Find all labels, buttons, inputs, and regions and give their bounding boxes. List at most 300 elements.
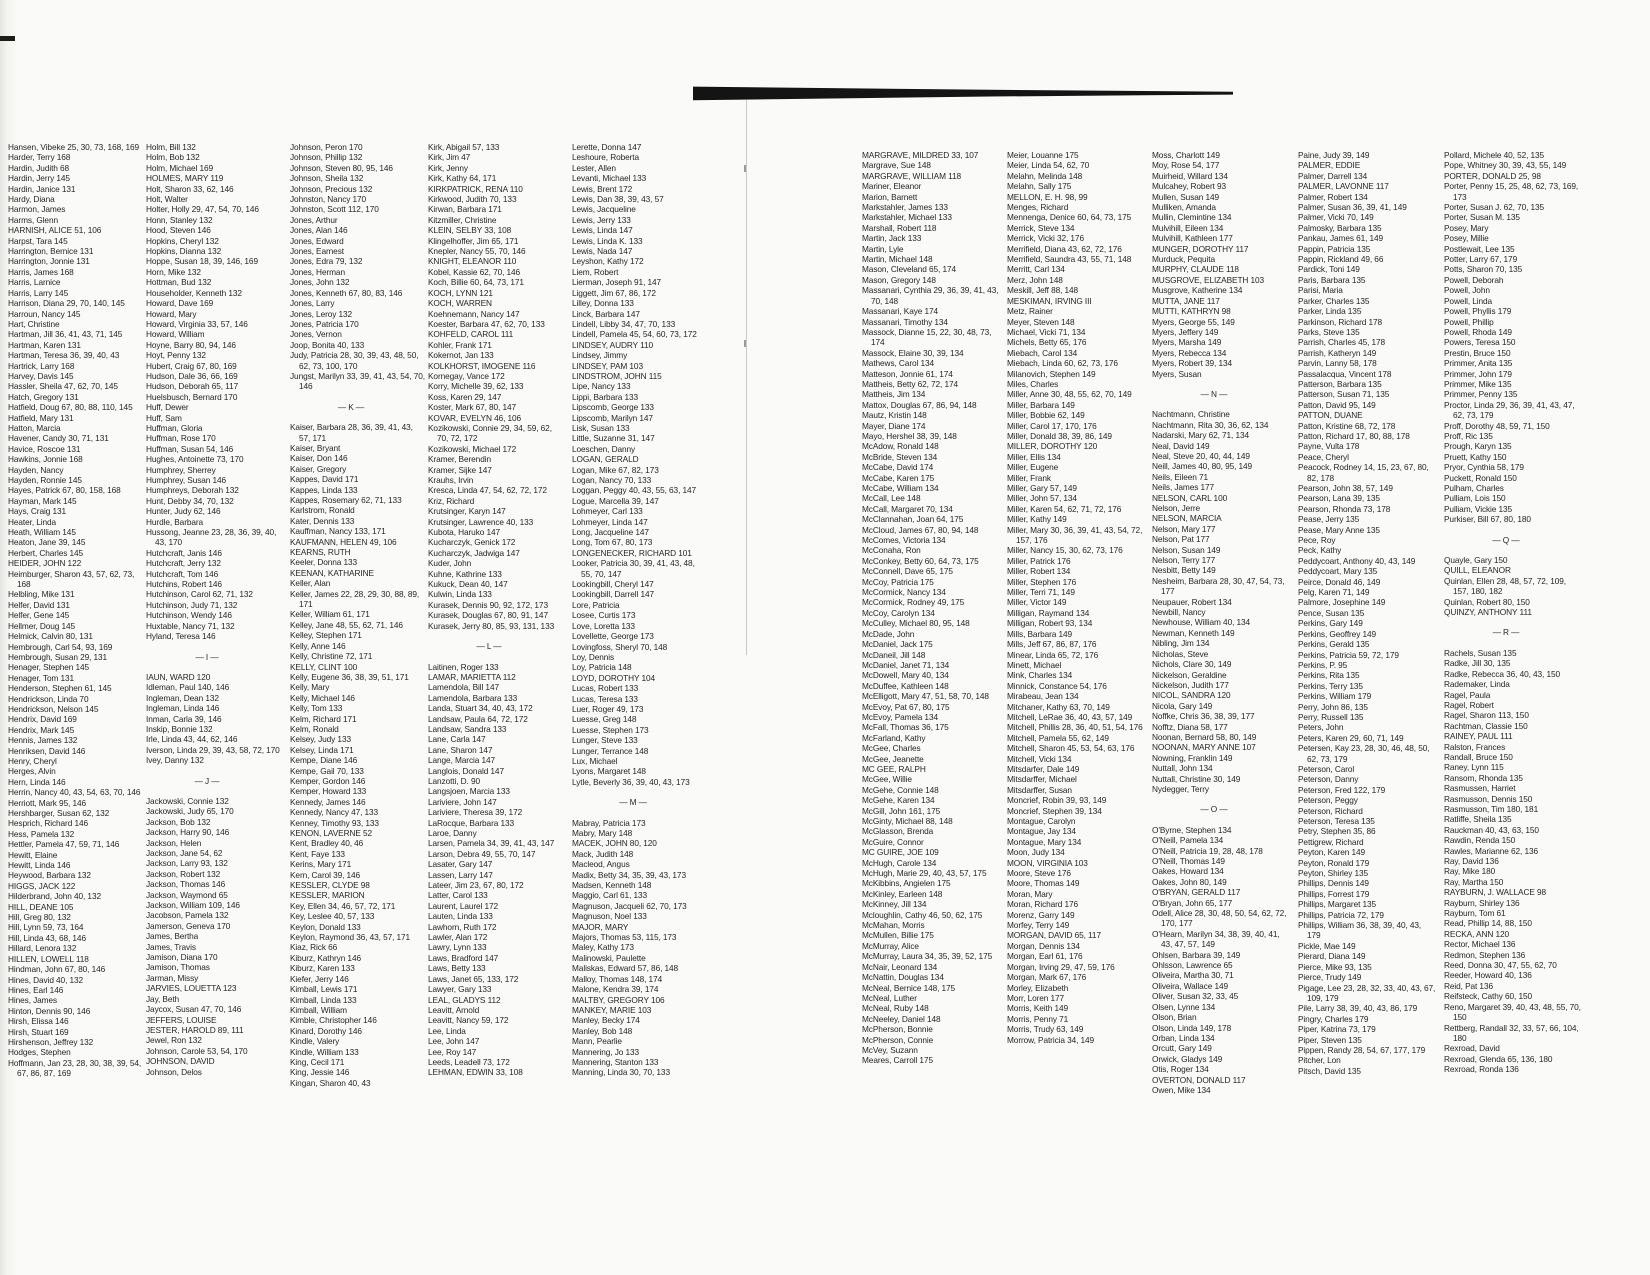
index-entry: Mullin, Clemintine 134 [1152,212,1232,223]
index-entry: McDowell, Mary 40, 134 [862,670,949,681]
index-entry: Mirabeau, Jean 134 [1007,691,1079,702]
index-entry: Kinard, Dorothy 146 [290,1025,362,1036]
index-entry: Peace, Cheryl [1298,451,1349,462]
index-entry: Jamerson, Geneva 170 [146,920,231,931]
index-entry: Hardin, Janice 131 [8,183,76,194]
index-entry: Potter, Larry 67, 179 [1444,254,1518,265]
index-entry: Miller, Terri 71, 149 [1007,587,1075,598]
index-entry: Pigage, Lee 23, 28, 32, 33, 40, 43, 67, 109, 179 [1298,982,1436,1003]
index-entry: Lewis, Nada 147 [572,246,633,257]
index-entry: McConnell, Dave 65, 175 [862,566,953,577]
index-entry: Hubert, Craig 67, 80, 169 [146,360,237,371]
index-entry: Logan, Nancy 70, 133 [572,475,652,485]
index-entry: MARGRAVE, MILDRED 33, 107 [862,150,979,160]
index-entry: Hutchcraft, Jerry 132 [146,558,221,569]
index-entry: HIGGS, JACK 122 [8,880,76,891]
index-entry: Quayle, Gary 150 [1444,555,1508,566]
index-entry: Hassler, Sheila 47, 62, 70, 145 [8,381,118,392]
index-entry: Peddycoart, Anthony 40, 43, 149 [1298,555,1416,566]
index-entry: Reifsteck, Cathy 60, 150 [1444,991,1532,1002]
index-entry: McNeal, Luther [862,992,917,1003]
index-entry: Lee, Roy 147 [428,1046,477,1057]
index-entry: Hirshenson, Jeffrey 132 [8,1036,94,1047]
index-entry: Kramer, Sijke 147 [428,464,492,475]
index-entry: Passalacqua, Vincent 178 [1298,368,1392,379]
index-entry: McMahan, Morris [862,920,925,931]
index-entry: Marion, Barnett [862,191,918,202]
index-entry: McDuffee, Kathleen 148 [862,680,949,691]
index-entry: Johnson, Precious 132 [290,183,373,194]
index-entry: Hendrix, Mark 145 [8,724,75,735]
index-column [8,142,144,1079]
index-entry: Nickelson, Judith 177 [1152,679,1229,690]
index-entry: Piper, Katrina 73, 179 [1298,1024,1376,1035]
index-entry: Key, Ellen 34, 46, 57, 72, 171 [290,900,396,911]
index-entry: Havener, Candy 30, 71, 131 [8,433,109,444]
index-entry: MESKIMAN, IRVING III [1007,295,1092,306]
index-entry: Knepler, Nancy 55, 70, 146 [428,246,526,257]
index-entry: Margrave, Sue 148 [862,160,931,171]
index-entry: Hatton, Marcia [8,422,61,433]
index-entry: Jones, John 132 [290,277,350,288]
index-entry: Hunter, Judy 62, 146 [146,506,221,517]
index-entry: Kern, Carol 39, 146 [290,869,361,880]
index-entry: Kirk, Jenny [428,162,468,173]
index-entry: Hatfield, Mary 131 [8,412,74,423]
index-entry: Neill, James 40, 80, 95, 149 [1152,461,1253,472]
index-entry: Lovellette, George 173 [572,631,654,642]
index-entry: Morris, Trudy 63, 149 [1007,1024,1084,1035]
index-entry: Kater, Dennis 133 [290,515,355,526]
index-entry: Madix, Betty 34, 35, 39, 43, 173 [572,869,686,880]
index-entry: Miller, Karen 54, 62, 71, 72, 176 [1007,503,1122,514]
index-entry: Hellmer, Doug 145 [8,620,76,631]
index-entry: Quinlan, Robert 80, 150 [1444,596,1530,607]
index-entry: Neal, Steve 20, 40, 44, 149 [1152,450,1250,461]
index-entry: Lasater, Gary 147 [428,859,493,870]
index-entry: Miller, Gary 57, 149 [1007,483,1077,493]
index-entry: Patton, Richard 17, 80, 88, 178 [1298,430,1410,441]
index-entry: Lisk, Susan 133 [572,422,630,433]
index-entry: Hutchcraft, Tom 146 [146,568,219,579]
index-entry: Koster, Mark 67, 80, 147 [428,402,516,413]
index-entry: Perry, Russell 135 [1298,711,1364,722]
index-entry: Kelly, Tom 133 [290,703,343,714]
index-entry: Manley, Bob 148 [572,1025,633,1036]
index-entry: Jackson, Thomas 146 [146,879,226,890]
index-entry: Miller, Barbara 149 [1007,399,1075,410]
index-entry: Pearson, Lana 39, 135 [1298,493,1380,504]
index-entry: Hopkins, Cheryl 132 [146,235,219,246]
index-entry: Peterson, Teresa 135 [1298,816,1375,826]
index-entry: McCulley, Michael 80, 95, 148 [862,618,970,629]
index-entry: Lipscomb, Marilyn 147 [572,412,653,423]
index-entry: Harris, Larry 145 [8,287,69,298]
index-entry: Mitsdarffer, Susan [1007,784,1072,795]
index-entry: Lunger, Steve 133 [572,735,638,746]
index-entry: Klingelhoffer, Jim 65, 171 [428,235,519,246]
index-entry: KEENAN, KATHARINE [290,567,374,578]
index-entry: Merrifield, Saundra 43, 55, 71, 148 [1007,254,1132,265]
index-entry: Nuttall, Christine 30, 149 [1152,773,1241,784]
index-entry: Ingleman, Linda 146 [146,703,220,714]
index-entry: Pope, Whitney 30, 39, 43, 55, 149 [1444,160,1567,171]
index-entry: Ohlsen, Barbara 39, 149 [1152,949,1241,960]
index-entry: Krutsinger, Lawrence 40, 133 [428,516,534,527]
index-entry: Losee, Curtis 173 [572,610,636,621]
index-entry: Ivey, Danny 132 [146,755,204,766]
index-entry: Minett, Michael [1007,659,1062,670]
index-entry: Peterson, Richard [1298,805,1363,816]
index-entry: Lore, Patricia [572,599,620,610]
index-entry: Lindsey, Jimmy [572,350,628,361]
index-entry: Hill, Greg 80, 132 [8,912,71,923]
index-entry: Posey, Millie [1444,233,1489,244]
index-entry: Lee, John 147 [428,1036,480,1047]
index-entry: Milanovich, Stephen 149 [1007,368,1096,379]
index-entry: Perkins, William 179 [1298,691,1372,702]
index-entry: Jones, Edra 79, 132 [290,256,363,267]
index-entry: Magnuson, Noel 133 [572,911,647,922]
index-entry: Miller, Patrick 176 [1007,555,1071,566]
index-entry: Mcloughlin, Cathy 46, 50, 62, 175 [862,909,983,920]
index-entry: Primmer, Mike 135 [1444,378,1512,389]
index-entry: Kiburz, Karen 133 [290,963,355,974]
index-entry: Menges, Richard [1007,202,1069,213]
index-entry: Horn, Mike 132 [146,266,201,277]
index-entry: Newman, Kenneth 149 [1152,627,1235,638]
index-entry: Hudson, Deborah 65, 117 [146,381,239,392]
index-entry: Landa, Stuart 34, 40, 43, 172 [428,703,533,714]
index-entry: Pence, Susan 135 [1298,607,1365,618]
index-entry: Hendrickson, Linda 70 [8,693,89,704]
index-entry: Kennedy, James 146 [290,796,366,807]
index-entry: Miebach, Carol 134 [1007,347,1078,358]
index-entry: Lucas, Robert 133 [572,683,639,694]
index-entry: Kiburz, Kathryn 146 [290,952,361,963]
index-entry: Lamendola, Bill 147 [428,682,499,693]
index-entry: Kornegay, Vance 172 [428,370,505,381]
index-entry: Proff, Ric 135 [1444,430,1493,441]
index-entry: McFarland, Kathy [862,732,926,743]
index-entry: Laws, Janet 65, 133, 172 [428,973,519,984]
index-entry: Minear, Linda 65, 72, 176 [1007,649,1099,660]
index-entry: O'Neill, Pamela 134 [1152,835,1224,846]
index-entry: Mason, Cleveland 65, 174 [862,264,956,275]
index-entry: MOON, VIRGINIA 103 [1007,857,1088,868]
index-entry: Hartman, Karen 131 [8,339,81,350]
index-entry: Lane, Sharon 147 [428,744,493,755]
index-entry: Key, Leslee 40, 57, 133 [290,911,375,922]
index-entry: Lanzotti, D. 90 [428,775,481,786]
index-entry: Hudson, Dale 36, 66, 169 [146,370,238,381]
index-entry: KAUFMANN, HELEN 49, 106 [290,536,397,547]
index-entry: Holm, Bob 132 [146,152,200,163]
index-entry: Kirk, Kathy 64, 171 [428,173,497,184]
index-entry: Herrin, Nancy 40, 43, 54, 63, 70, 146 [8,787,141,798]
index-entry: McCall, Lee 148 [862,493,921,504]
index-entry: LAMAR, MARIETTA 112 [428,671,516,682]
index-entry: Koch, Billie 60, 64, 73, 171 [428,277,524,288]
index-entry: McEvoy, Pamela 134 [862,711,938,722]
index-entry: Peyton, Ronald 179 [1298,857,1370,868]
index-entry: Pelg, Karen 71, 149 [1298,587,1370,598]
index-entry: Luer, Roger 49, 173 [572,703,644,714]
index-entry: Myers, Marsha 149 [1152,337,1222,348]
index-entry: Hutchinson, Judy 71, 132 [146,599,238,610]
index-entry: Jay, Beth [146,993,180,1004]
index-entry: Miller, Robert 134 [1007,566,1071,577]
index-entry: McDaniel, Jack 175 [862,639,933,650]
index-entry: Mann, Pearlie [572,1036,622,1047]
index-entry: Logan, Mike 67, 82, 173 [572,464,659,475]
index-entry: Manley, Becky 174 [572,1015,640,1026]
index-entry: Helfer, David 131 [8,599,70,610]
index-entry: Perkins, Gary 149 [1298,618,1363,629]
index-column [1298,150,1436,1076]
index-entry: HEIDER, JOHN 122 [8,558,82,569]
index-entry: Lohmeyer, Linda 147 [572,516,648,527]
index-entry: Hennis, James 132 [8,735,78,746]
index-entry: Read, Phillip 14, 88, 150 [1444,918,1532,929]
index-entry: Powell, John [1444,285,1490,296]
index-entry: O'Hearn, Marilyn 34, 38, 39, 40, 41, 43, 47, 57, 149 [1152,928,1280,950]
index-entry: Proff, Dorothy 48, 59, 71, 150 [1444,420,1550,431]
index-entry: Myers, Jeffery 149 [1152,326,1219,337]
index-entry: MUSGROVE, ELIZABETH 103 [1152,274,1265,285]
index-entry: Lipscomb, George 133 [572,402,654,413]
index-entry: Redmon, Stephen 136 [1444,949,1526,960]
index-column [428,142,564,1078]
index-entry: Peters, Karen 29, 60, 71, 149 [1298,732,1404,743]
index-entry: Postlewait, Lee 135 [1444,243,1515,254]
index-entry: Payne, Vulta 178 [1298,441,1360,452]
section-header: — M — [619,797,647,808]
index-entry: Hardin, Jerry 145 [8,173,70,184]
index-entry: Hutchinson, Carol 62, 71, 132 [146,589,253,600]
index-entry: McPherson, Bonnie [862,1024,933,1035]
index-entry: Lamendola, Barbara 133 [428,692,518,703]
index-entry: McVey, Suzann [862,1044,918,1055]
index-entry: Massock, Elaine 30, 39, 134 [862,347,964,358]
index-entry: Hoffmann, Jan 23, 28, 30, 38, 39, 54, 67, 86, 87, 169 [8,1057,142,1079]
index-entry: Rademaker, Linda [1444,679,1510,690]
index-entry: Kingan, Sharon 40, 43 [290,1077,371,1088]
index-entry: Leshoure, Roberta [572,152,640,163]
index-entry: Mulvihill, Kathleen 177 [1152,233,1233,244]
index-entry: Harder, Terry 168 [8,152,71,163]
index-entry: Radke, Jill 30, 135 [1444,658,1511,669]
index-entry: Rector, Michael 136 [1444,939,1516,950]
index-entry: Owen, Mike 134 [1152,1084,1211,1095]
index-entry: Peterson, Fred 122, 179 [1298,784,1386,795]
index-entry: Primmer, Penny 135 [1444,389,1518,400]
index-entry: Petry, Stephen 35, 86 [1298,826,1376,837]
index-entry: Newhouse, William 40, 134 [1152,617,1251,628]
index-entry: MELLON, E. H. 98, 99 [1007,191,1088,202]
index-entry: KOCH, WARREN [428,298,492,309]
index-entry: Kurasek, Douglas 67, 80, 91, 147 [428,610,548,621]
index-entry: HOLMES, MARY 119 [146,173,224,184]
index-entry: KESSLER, MARION [290,890,365,901]
index-entry: Koester, Barbara 47, 62, 70, 133 [428,318,545,329]
index-entry: Kirkwood, Judith 70, 133 [428,194,517,205]
index-entry: Hines, Earl 146 [8,984,64,995]
index-entry: Myers, Susan [1152,368,1202,379]
index-entry: MACEK, JOHN 80, 120 [572,838,657,849]
index-entry: Keller, William 61, 171 [290,609,370,620]
index-entry: Harroun, Nancy 145 [8,308,81,319]
index-entry: Harvey, Davis 145 [8,370,74,381]
index-entry: Parkinson, Richard 178 [1298,316,1383,327]
index-entry: Hartman, Jill 36, 41, 43, 71, 145 [8,329,123,340]
index-entry: Phillips, Patricia 72, 179 [1298,909,1384,920]
index-entry: Pease, Jerry 135 [1298,514,1360,525]
index-entry: Hunt, Debby 34, 70, 132 [146,495,234,506]
index-entry: Oliveira, Martha 30, 71 [1152,970,1234,981]
index-entry: Johnson, Carole 53, 54, 170 [146,1045,248,1056]
index-entry: O'Neill, Thomas 149 [1152,856,1225,866]
index-entry: Merrick, Vicki 32, 176 [1007,233,1084,244]
index-entry: Kirwan, Barbara 171 [428,204,502,215]
index-entry: Mautz, Kristin 148 [862,410,927,421]
index-entry: Randall, Bruce 150 [1444,751,1513,762]
index-entry: Luesse, Greg 148 [572,714,637,725]
index-entry: Langlois, Donald 147 [428,765,504,776]
index-entry: Laws, Bradford 147 [428,952,499,963]
index-entry: Oliveira, Wallace 149 [1152,980,1228,991]
index-entry: McKinley, Earleen 148 [862,888,943,899]
index-entry: Nadarski, Mary 62, 71, 134 [1152,430,1250,441]
index-entry: Patterson, Barbara 135 [1298,378,1382,389]
index-entry: Ragel, Sharon 113, 150 [1444,710,1529,721]
index-entry: Huelsbusch, Bernard 170 [146,391,238,402]
index-entry: Prough, Karyn 135 [1444,441,1512,452]
index-entry: Kelley, Stephen 171 [290,630,362,641]
index-entry: Majors, Thomas 53, 115, 173 [572,932,677,943]
index-entry: Meier, Linda 54, 62, 70 [1007,160,1090,171]
index-entry: Markstahler, Michael 133 [862,212,952,223]
index-entry: McGee, Willie [862,774,912,785]
index-entry: Kuhne, Kathrine 133 [428,568,502,579]
index-entry: Kappes, David 171 [290,474,359,485]
index-entry: Miller, Victor 149 [1007,597,1067,608]
index-entry: Howard, Virginia 33, 57, 146 [146,318,248,329]
index-entry: Helbling, Mike 131 [8,589,75,600]
index-entry: Miller, Eugene [1007,462,1059,473]
index-entry: Harms, Glenn [8,214,58,225]
index-entry: Levanti, Michael 133 [572,173,647,184]
index-entry: Langsjoen, Marcia 133 [428,786,510,797]
index-entry: Musgrove, Katherine 134 [1152,285,1243,296]
index-entry: RAINEY, PAUL 111 [1444,731,1513,742]
index-entry: Mills, Barbara 149 [1007,628,1073,639]
index-entry: Johnson, Sheila 132 [290,173,364,184]
section-header: — O — [1200,804,1228,815]
index-entry: Hoppe, Susan 18, 39, 146, 169 [146,256,258,267]
index-entry: Pingry, Charles 179 [1298,1013,1369,1024]
index-entry: Kerins, Mary 171 [290,859,352,870]
index-entry: Neils, Eileen 71 [1152,471,1209,482]
index-entry: Liggett, Jim 67, 86, 172 [572,287,656,298]
index-entry: Macleod, Angus [572,859,630,870]
index-entry: Johnson, Peron 170 [290,142,363,152]
index-entry: Pile, Larry 38, 39, 40, 43, 86, 179 [1298,1003,1418,1014]
index-entry: Hartrick, Larry 168 [8,360,75,371]
spine-shadow [693,85,1233,101]
index-entry: Lohmeyer, Carl 133 [572,506,643,517]
index-entry: Maggio, Carl 61, 133 [572,890,648,901]
index-entry: McNair, Leonard 134 [862,961,938,972]
index-entry: McBride, Steven 134 [862,451,938,462]
index-entry: Oliver, Susan 32, 33, 45 [1152,991,1239,1002]
index-entry: Lewis, Jerry 133 [572,214,631,225]
index-entry: Miller, Nancy 15, 30, 62, 73, 176 [1007,545,1123,556]
index-entry: Logue, Marcella 39, 147 [572,495,659,506]
index-entry: Rayburn, Shirley 136 [1444,897,1520,908]
index-entry: Manning, Linda 30, 70, 133 [572,1067,670,1078]
index-entry: MALTBY, GREGORY 106 [572,994,665,1005]
index-entry: McNeeley, Daniel 148 [862,1013,941,1024]
index-entry: Henager, Tom 131 [8,672,75,683]
index-entry: McCoy, Carolyn 134 [862,607,935,618]
index-entry: MORGAN, DAVID 65, 117 [1007,930,1101,941]
index-entry: Kemper, Gordon 146 [290,775,366,786]
index-entry: Perkins, Terry 135 [1298,680,1363,691]
index-entry: Ray, Mike 180 [1444,866,1496,877]
index-entry: Pierce, Trudy 149 [1298,972,1362,983]
index-entry: Long, Tom 67, 80, 173 [572,537,653,548]
index-entry: Helmick, Calvin 80, 131 [8,631,93,642]
index-entry: O'Byrne, Stephen 134 [1152,824,1232,835]
index-entry: Kempe, Diane 146 [290,755,358,766]
index-entry: Harris, Larnice [8,277,61,288]
index-entry: Kimball, Lewis 171 [290,984,358,995]
index-entry: MANKEY, MARIE 103 [572,1004,652,1015]
index-entry: Myers, Rebecca 134 [1152,347,1227,358]
index-entry: Larsen, Pamela 34, 39, 41, 43, 147 [428,838,555,849]
index-entry: Miller, Bobbie 62, 149 [1007,410,1085,421]
index-entry: Hayden, Ronnie 145 [8,475,82,485]
index-entry: Kriz, Richard [428,495,475,506]
index-entry: Moran, Mary [1007,888,1053,899]
index-entry: McGinty, Michael 88, 148 [862,816,953,826]
index-entry: Ray, David 136 [1444,856,1499,866]
index-entry: JARVIES, LOUETTA 123 [146,983,237,994]
index-entry: Lierman, Joseph 91, 147 [572,277,662,288]
index-entry: Laws, Betty 133 [428,963,486,974]
index-entry: Landsaw, Paula 64, 72, 172 [428,713,528,724]
index-entry: Kurasek, Dennis 90, 92, 172, 173 [428,599,548,610]
index-entry: Lippi, Barbara 133 [572,391,639,402]
index-entry: Kempe, Gail 70, 133 [290,765,364,776]
index-entry: Harris, James 168 [8,266,74,277]
index-entry: Mennenga, Denice 60, 64, 73, 175 [1007,212,1132,223]
index-entry: Peck, Kathy [1298,545,1342,556]
index-entry: Kozikowski, Michael 172 [428,443,517,454]
index-entry: HILL, DEANE 105 [8,901,74,912]
index-entry: QUILL, ELEANOR [1444,565,1511,576]
index-entry: Jones, Herman [290,266,345,277]
index-entry: Magnuson, Jacqueli 62, 70, 173 [572,900,687,911]
index-entry: Kelsey, Judy 133 [290,734,351,745]
index-entry: Leavitt, Nancy 59, 172 [428,1015,509,1026]
index-entry: Hood, Steven 146 [146,225,211,236]
index-entry: Prestin, Bruce 150 [1444,347,1511,358]
index-entry: Moore, Thomas 149 [1007,878,1080,889]
index-entry: KESSLER, CLYDE 98 [290,880,370,891]
index-entry: Landsaw, Sandra 133 [428,723,507,734]
